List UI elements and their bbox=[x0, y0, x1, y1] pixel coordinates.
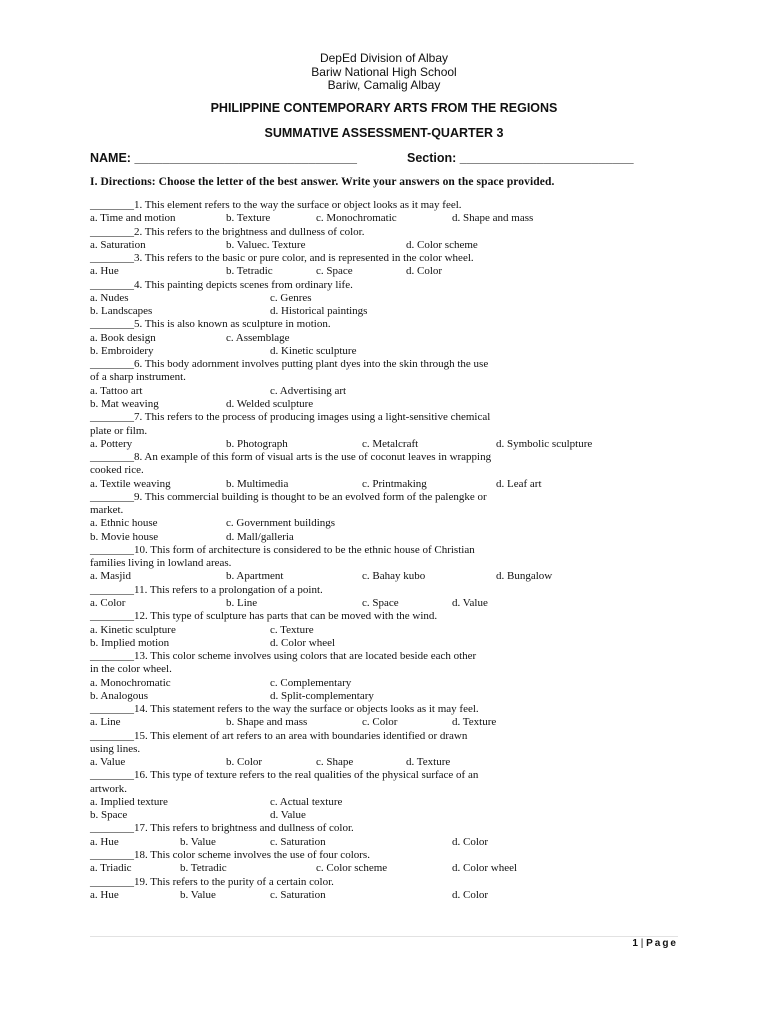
question-10-stem-2: families living in lowland areas. bbox=[90, 557, 232, 570]
question-5-stem: ________5. This is also known as sculpture in motion. bbox=[90, 318, 331, 331]
document-title: PHILIPPINE CONTEMPORARY ARTS FROM THE REGIONS bbox=[210, 101, 558, 115]
option-d: d. Historical paintings bbox=[270, 305, 368, 318]
question-6-stem: ________6. This body adornment involves putting plant dyes into the skin through the use bbox=[90, 358, 489, 371]
options-row bbox=[90, 570, 690, 583]
page-separator: | bbox=[640, 938, 644, 949]
question-1-stem: ________1. This element refers to the way the surface or object looks as it may feel. bbox=[90, 199, 462, 211]
question-stem-continued bbox=[90, 557, 690, 570]
school-header bbox=[0, 52, 768, 93]
question-8-stem-2: cooked rice. bbox=[90, 464, 144, 477]
options-row bbox=[90, 292, 690, 305]
option-c: c. Shape bbox=[316, 756, 354, 769]
options-row bbox=[90, 385, 690, 398]
question-13-stem-2: in the color wheel. bbox=[90, 663, 172, 676]
question-10-stem: ________10. This form of architecture is considered to be the ethnic house of Christian bbox=[90, 543, 475, 556]
option-a: a. Hue bbox=[90, 835, 119, 848]
option-d: d. Texture bbox=[406, 756, 451, 769]
option-b: b. Space bbox=[90, 809, 128, 822]
question-7-stem-2: plate or film. bbox=[90, 424, 148, 437]
question-stem bbox=[90, 318, 690, 331]
question-stem-continued bbox=[90, 504, 690, 517]
question-4-stem: ________4. This painting depicts scenes from ordinary life. bbox=[90, 278, 353, 291]
question-11-stem: ________11. This refers to a prolongation of a point. bbox=[90, 583, 323, 596]
question-15-stem-2: using lines. bbox=[90, 742, 141, 755]
options-row bbox=[90, 438, 690, 451]
options-row bbox=[90, 690, 690, 703]
page-label: Page bbox=[646, 938, 678, 949]
options-row bbox=[90, 597, 690, 610]
options-row bbox=[90, 796, 690, 809]
option-b: b. Multimedia bbox=[226, 477, 289, 490]
option-b: b. Texture bbox=[226, 212, 271, 225]
option-a: a. Hue bbox=[90, 265, 119, 278]
option-b: b. Landscapes bbox=[90, 305, 153, 318]
option-c: c. Color bbox=[362, 716, 398, 729]
footer-divider bbox=[90, 936, 678, 937]
school-address: Bariw, Camalig Albay bbox=[327, 78, 441, 92]
option-c: c. Complementary bbox=[270, 676, 352, 689]
option-b: b. Analogous bbox=[90, 689, 149, 702]
options-row bbox=[90, 716, 690, 729]
question-stem bbox=[90, 491, 690, 504]
question-stem bbox=[90, 252, 690, 265]
option-b: b. Tetradic bbox=[226, 265, 273, 278]
page-number: 1 bbox=[632, 938, 638, 949]
question-stem bbox=[90, 610, 690, 623]
option-c: c. Texture bbox=[270, 623, 314, 636]
question-stem bbox=[90, 703, 690, 716]
options-row bbox=[90, 637, 690, 650]
option-a: a. Time and motion bbox=[90, 212, 176, 225]
question-18-stem: ________18. This color scheme involves the use of four colors. bbox=[90, 849, 370, 862]
option-a: a. Line bbox=[90, 716, 121, 729]
question-6-stem-2: of a sharp instrument. bbox=[90, 371, 186, 384]
option-c: c. Metalcraft bbox=[362, 437, 419, 450]
question-stem bbox=[90, 730, 690, 743]
option-c: c. Genres bbox=[270, 291, 312, 304]
options-row bbox=[90, 345, 690, 358]
options-row bbox=[90, 212, 690, 225]
option-c: c. Actual texture bbox=[270, 795, 343, 808]
option-a: a. Triadic bbox=[90, 862, 132, 875]
option-b: b. Value bbox=[180, 835, 216, 848]
option-d: d. Kinetic sculpture bbox=[270, 344, 357, 357]
option-a: a. Textile weaving bbox=[90, 477, 171, 490]
option-c: c. Color scheme bbox=[316, 862, 388, 875]
option-c: c. Monochromatic bbox=[316, 212, 397, 225]
option-a: a. Monochromatic bbox=[90, 676, 171, 689]
question-9-stem-2: market. bbox=[90, 504, 124, 517]
question-stem bbox=[90, 451, 690, 464]
option-a: a. Hue bbox=[90, 888, 119, 901]
option-c: c. Saturation bbox=[270, 835, 326, 848]
question-13-stem: ________13. This color scheme involves using colors that are located beside each other bbox=[90, 650, 477, 663]
section-field: Section: _________________________ bbox=[407, 151, 634, 165]
option-d: d. Split-complementary bbox=[270, 689, 374, 702]
name-field: NAME: ________________________________ bbox=[90, 151, 357, 165]
school-name: Bariw National High School bbox=[311, 64, 457, 79]
options-row bbox=[90, 305, 690, 318]
option-d: d. Color bbox=[452, 835, 489, 848]
options-row bbox=[90, 756, 690, 769]
question-stem bbox=[90, 279, 690, 292]
option-b: b. Shape and mass bbox=[226, 716, 308, 729]
directions: I. Directions: Choose the letter of the best answer. Write your answers on the space provided. bbox=[90, 176, 555, 188]
question-15-stem: ________15. This element of art refers to an area with boundaries identified or drawn bbox=[90, 729, 468, 742]
question-14-stem: ________14. This statement refers to the way the surface or objects looks as it may feel. bbox=[90, 703, 479, 716]
question-2-stem: ________2. This refers to the brightness and dullness of color. bbox=[90, 225, 365, 238]
option-c: c. Government buildings bbox=[226, 517, 336, 530]
option-d: d. Symbolic sculpture bbox=[496, 437, 593, 450]
option-a: a. Pottery bbox=[90, 437, 133, 450]
question-stem bbox=[90, 358, 690, 371]
question-stem-continued bbox=[90, 783, 690, 796]
option-c: c. Space bbox=[362, 596, 399, 609]
option-a: a. Tattoo art bbox=[90, 384, 143, 397]
option-a: a. Masjid bbox=[90, 570, 131, 583]
option-d: d. Value bbox=[452, 596, 488, 609]
question-stem bbox=[90, 199, 690, 212]
option-c: c. Assemblage bbox=[226, 331, 290, 344]
option-d: d. Texture bbox=[452, 716, 497, 729]
option-a: a. Kinetic sculpture bbox=[90, 623, 176, 636]
question-3-stem: ________3. This refers to the basic or pure color, and is represented in the color wheel. bbox=[90, 252, 474, 265]
question-stem bbox=[90, 226, 690, 239]
option-a: a. Color bbox=[90, 596, 126, 609]
option-c: c. Advertising art bbox=[270, 384, 347, 397]
question-17-stem: ________17. This refers to brightness and dullness of color. bbox=[90, 822, 354, 835]
options-row bbox=[90, 677, 690, 690]
option-d: d. Leaf art bbox=[496, 477, 542, 490]
options-row bbox=[90, 809, 690, 822]
question-stem bbox=[90, 584, 690, 597]
option-a: a. Saturation bbox=[90, 238, 146, 251]
question-7-stem: ________7. This refers to the process of producing images using a light-sensitive chemical bbox=[90, 411, 491, 424]
option-a: a. Nudes bbox=[90, 291, 129, 304]
options-row bbox=[90, 836, 690, 849]
question-19-stem: ________19. This refers to the purity of a certain color. bbox=[90, 875, 334, 888]
options-row bbox=[90, 862, 690, 875]
options-row bbox=[90, 265, 690, 278]
document-subtitle: SUMMATIVE ASSESSMENT-QUARTER 3 bbox=[264, 126, 504, 140]
option-d: d. Color wheel bbox=[270, 636, 336, 649]
option-a: a. Value bbox=[90, 756, 126, 769]
option-d: d. Bungalow bbox=[496, 570, 553, 583]
question-stem-continued bbox=[90, 464, 690, 477]
option-d: d. Color bbox=[452, 888, 489, 901]
option-b: b. Embroidery bbox=[90, 344, 154, 357]
option-d: d. Color wheel bbox=[452, 862, 518, 875]
option-b: b. Mat weaving bbox=[90, 397, 159, 410]
option-b: b. Tetradic bbox=[180, 862, 227, 875]
options-row bbox=[90, 624, 690, 637]
option-b: b. Value bbox=[180, 888, 216, 901]
option-d: d. Value bbox=[270, 809, 306, 822]
question-16-stem: ________16. This type of texture refers to the real qualities of the physical surface of an bbox=[90, 769, 479, 782]
options-row bbox=[90, 889, 690, 902]
options-row bbox=[90, 478, 690, 491]
question-stem bbox=[90, 544, 690, 557]
question-list bbox=[90, 199, 690, 902]
division-name: DepEd Division of Albay bbox=[319, 51, 449, 65]
option-d: d. Color bbox=[406, 265, 443, 278]
option-c: c. Saturation bbox=[270, 888, 326, 901]
option-b: b. Color bbox=[226, 756, 263, 769]
question-stem bbox=[90, 876, 690, 889]
page-footer bbox=[632, 938, 678, 949]
question-stem bbox=[90, 769, 690, 782]
options-row bbox=[90, 531, 690, 544]
option-b: b. Line bbox=[226, 596, 258, 609]
question-8-stem: ________8. An example of this form of visual arts is the use of coconut leaves in wrapping bbox=[90, 451, 492, 464]
question-stem-continued bbox=[90, 663, 690, 676]
question-stem bbox=[90, 849, 690, 862]
option-d: d. Color scheme bbox=[406, 238, 478, 251]
option-d: d. Welded sculpture bbox=[226, 397, 314, 410]
option-d: d. Shape and mass bbox=[452, 212, 534, 225]
question-stem-continued bbox=[90, 371, 690, 384]
option-b: b. Apartment bbox=[226, 570, 284, 583]
options-row bbox=[90, 239, 690, 252]
option-c: c. Bahay kubo bbox=[362, 570, 426, 583]
options-row bbox=[90, 517, 690, 530]
option-b: b. Movie house bbox=[90, 530, 159, 543]
question-stem bbox=[90, 411, 690, 424]
option-b-c: b. Valuec. Texture bbox=[226, 238, 306, 251]
option-a: a. Ethnic house bbox=[90, 517, 158, 530]
option-a: a. Book design bbox=[90, 331, 156, 344]
option-c: c. Printmaking bbox=[362, 477, 427, 490]
question-stem-continued bbox=[90, 743, 690, 756]
options-row bbox=[90, 332, 690, 345]
option-d: d. Mall/galleria bbox=[226, 530, 294, 543]
question-stem-continued bbox=[90, 425, 690, 438]
question-9-stem: ________9. This commercial building is thought to be an evolved form of the palengke or bbox=[90, 490, 487, 503]
options-row bbox=[90, 398, 690, 411]
question-stem bbox=[90, 822, 690, 835]
question-16-stem-2: artwork. bbox=[90, 782, 127, 795]
question-12-stem: ________12. This type of sculpture has parts that can be moved with the wind. bbox=[90, 610, 438, 623]
option-c: c. Space bbox=[316, 265, 353, 278]
option-b: b. Implied motion bbox=[90, 636, 170, 649]
option-a: a. Implied texture bbox=[90, 795, 168, 808]
question-stem bbox=[90, 650, 690, 663]
option-b: b. Photograph bbox=[226, 437, 288, 450]
